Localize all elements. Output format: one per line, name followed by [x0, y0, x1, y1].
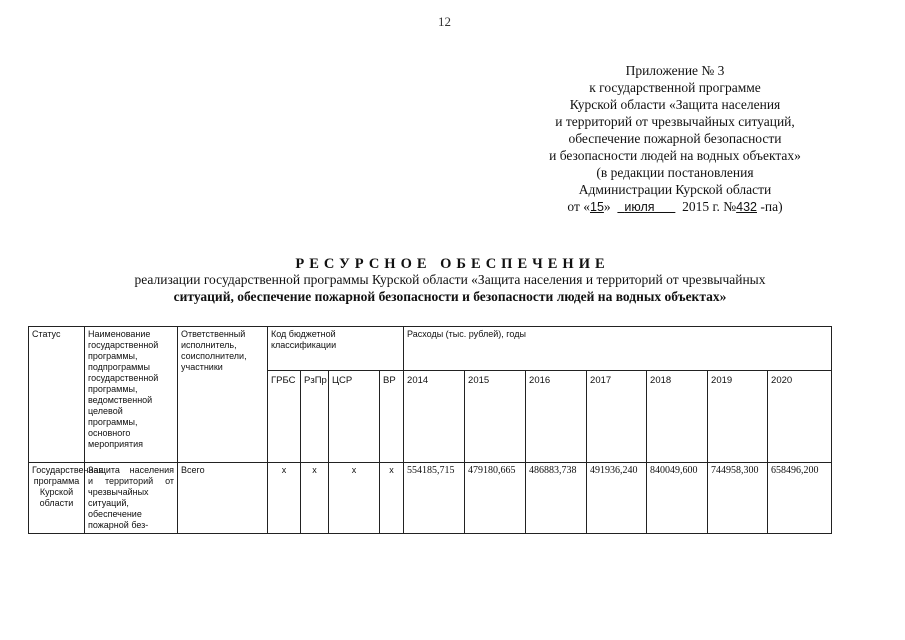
- date-suffix: -па): [760, 199, 783, 214]
- page-number: 12: [438, 14, 451, 29]
- appendix-line: Курской области «Защита населения: [569, 97, 781, 112]
- header-csr: ЦСР: [329, 371, 380, 463]
- date-year: 2015 г. №: [682, 199, 737, 214]
- cell-rzpr: х: [301, 463, 329, 534]
- appendix-line: Администрации Курской области: [578, 182, 772, 197]
- cell-responsible: Всего: [178, 463, 268, 534]
- resource-table: [28, 326, 832, 534]
- appendix-line: к государственной программе: [589, 80, 761, 95]
- document-subtitle: [40, 271, 860, 305]
- cell-value: 491936,240: [587, 463, 647, 534]
- cell-value: 479180,665: [465, 463, 526, 534]
- cell-value: 840049,600: [647, 463, 708, 534]
- header-vr: ВР: [380, 371, 404, 463]
- header-name: Наименование государственной программы, подпрограммы государственной программы, ведомственной целевой программы, основного мероприятия: [85, 327, 178, 463]
- header-rzpr: РзПр: [301, 371, 329, 463]
- date-month-text: июля: [624, 200, 655, 214]
- appendix-title: Приложение № 3: [625, 63, 725, 78]
- cell-value: 486883,738: [526, 463, 587, 534]
- header-grbs: ГРБС: [268, 371, 301, 463]
- subtitle-line-1: реализации государственной программы Курской области «Защита населения и территорий от чрезвычайных: [134, 272, 766, 287]
- header-year: 2015: [465, 371, 526, 463]
- header-budget-code: Код бюджетной классификации: [268, 327, 404, 371]
- appendix-line: и территорий от чрезвычайных ситуаций,: [555, 114, 795, 129]
- document-title: РЕСУРСНОЕ ОБЕСПЕЧЕНИЕ: [295, 256, 610, 272]
- cell-vr: х: [380, 463, 404, 534]
- header-year: 2017: [587, 371, 647, 463]
- header-year: 2019: [708, 371, 768, 463]
- appendix-line: (в редакции постановления: [596, 165, 754, 180]
- cell-name: Защита населения и территорий от чрезвычайных ситуаций, обеспечение пожарной без-: [85, 463, 178, 534]
- header-year: 2018: [647, 371, 708, 463]
- cell-value: 658496,200: [768, 463, 832, 534]
- cell-status: Государственная программа Курской области: [29, 463, 85, 534]
- appendix-line: обеспечение пожарной безопасности: [568, 131, 782, 146]
- cell-value: 554185,715: [404, 463, 465, 534]
- header-year: 2020: [768, 371, 832, 463]
- cell-grbs: х: [268, 463, 301, 534]
- header-year: 2016: [526, 371, 587, 463]
- date-month: [617, 200, 675, 214]
- header-expenses: Расходы (тыс. рублей), годы: [404, 327, 832, 371]
- cell-csr: х: [329, 463, 380, 534]
- date-prefix: от «: [567, 199, 590, 214]
- table-row: [29, 463, 832, 534]
- date-mid: »: [603, 199, 611, 214]
- appendix-line: и безопасности людей на водных объектах»: [549, 148, 801, 163]
- document-number: 432: [736, 200, 757, 214]
- header-status: Статус: [29, 327, 85, 463]
- appendix-date-line: [500, 198, 850, 216]
- subtitle-line-2: ситуаций, обеспечение пожарной безопасности и безопасности людей на водных объектах»: [173, 289, 727, 304]
- appendix-block: [500, 62, 850, 216]
- cell-value: 744958,300: [708, 463, 768, 534]
- header-responsible: Ответственный исполнитель, соисполнители, участники: [178, 327, 268, 463]
- header-year: 2014: [404, 371, 465, 463]
- date-day: 15: [590, 200, 604, 214]
